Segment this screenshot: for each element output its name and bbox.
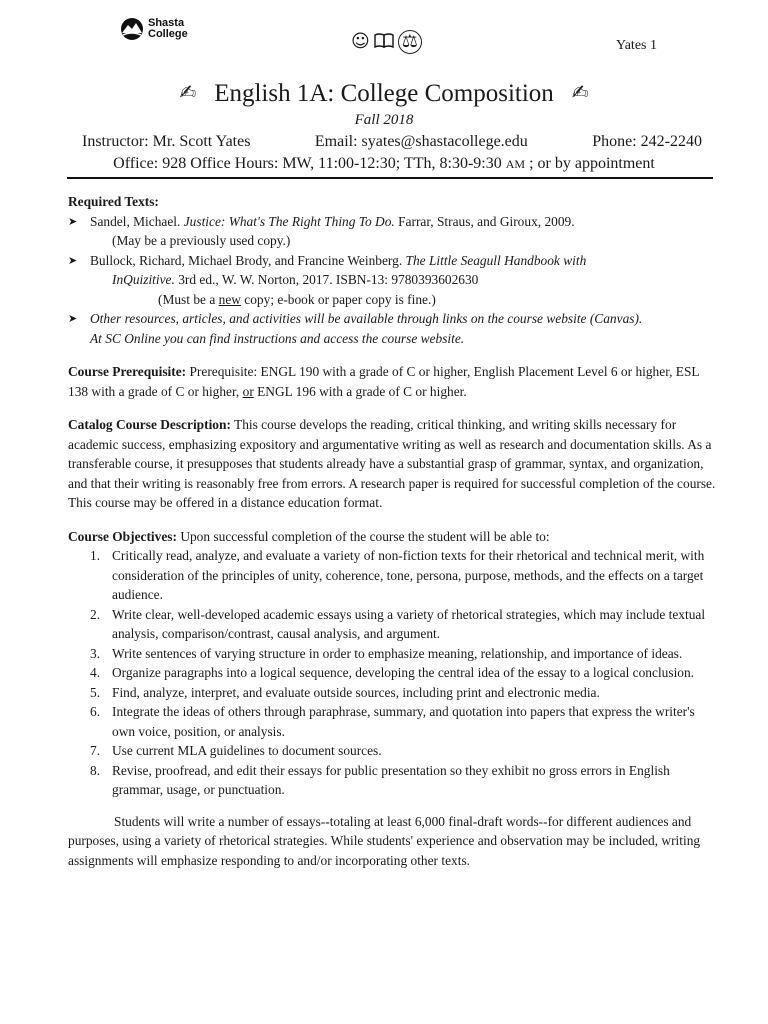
header-divider <box>67 177 713 179</box>
bullet-arrow-icon: ➤ <box>68 253 78 267</box>
list-item: ➤ Bullock, Richard, Michael Brody, and Francine Weinberg. The Little Seagull Handbook with <box>68 251 718 271</box>
list-item: 7. Use current MLA guidelines to document sources. <box>90 743 382 758</box>
book-icon <box>374 32 394 53</box>
list-item: 1. Critically read, analyze, and evaluate a variety of non-fiction texts for their rhetorical and technical merit, with consideration of the principles of unity, coherence, tone, persona, purpose, methods, and the effects on a target audience. <box>90 548 705 602</box>
header-icons <box>351 30 422 54</box>
mountain-logo-icon <box>120 17 144 41</box>
catalog-paragraph: Catalog Course Description: This course develops the reading, critical thinking, and writing skills necessary for academic success, emphasizing expository and argumentative writing as well as research and documentation skills. As a transferable course, it presupposes that students already have a substantial grasp of grammar, syntax, and organization, and that their writing is reasonably free from errors. A research paper is required for successful completion of the course. This course may be offered in a distance education format. <box>68 417 716 510</box>
term: Fall 2018 <box>354 112 414 128</box>
list-item: ➤ Other resources, articles, and activities will be available through links on the course website (Canvas). <box>68 309 718 329</box>
instructor-contact-line <box>82 133 702 151</box>
closing-paragraph: Students will write a number of essays--totaling at least 6,000 final-draft words--for different audiences and purposes, using a variety of rhetorical strategies. While students' experience and observation may be included, writing assignments will emphasize responding to and/or incorporating other texts. <box>68 813 701 868</box>
catalog-heading: Catalog Course Description: <box>68 417 231 432</box>
am-label: AM <box>505 157 526 171</box>
office-hours-line: Office: 928 Office Hours: MW, 11:00-12:30; TTh, 8:30-9:30 AM ; or by appointment <box>113 155 655 172</box>
smiley-icon: ☺ <box>351 31 370 52</box>
logo-line-2: College <box>148 28 188 40</box>
course-title: English 1A: College Composition <box>214 80 554 107</box>
objectives-intro: Course Objectives: Upon successful completion of the course the student will be able to: <box>68 528 550 544</box>
logo-line-1: Shasta <box>148 17 185 29</box>
syllabus-body: Required Texts: ➤ Sandel, Michael. Justice: What's The Right Thing To Do. Farrar, Straus, and Giroux, 2009. (May be a previously used copy.) ➤ Bullock, Richard, Michael Brody, and Francine Weinberg. The Little Seagull Handbook with InQuizitive. 3rd ed., W. W. Norton, 2017. ISBN-13: 9780393602630 (Must be a new copy; e-book or paper copy is fine.) ➤ Other resources, articles, and activities will be available through links on the course website (Canvas). At SC Online you can find instructions and access the course website. Course Prerequisite: Prerequisite: ENGL 190 with a grade of C or higher, English Placement Level 6 or higher, ESL 138 with a grade of C or higher, or ENGL 196 with a grade of C or higher. Catalog Course Description: This course develops the reading, critical thinking, and writing skills necessary for academic success, emphasizing expository and argumentative writing as well as research and documentation skills. As a transferable course, it presupposes that students already have a substantial grasp of grammar, syntax, and organization, and that their writing is reasonably free from errors. A research paper is required for successful completion of the course. This course may be offered in a distance education format. Course Objectives: Upon successful completion of the course the student will be able to: 1. Critically read, analyze, and evaluate a variety of non-fiction texts for their rhetorical and technical merit, with consideration of the principles of unity, coherence, tone, persona, purpose, methods, and the effects on a target audience. 2. Write clear, well-developed academic essays using a variety of rhetorical strategies, which may include textual analysis, comparison/contrast, causal analysis, and argument. 3. Write sentences of varying structure in order to emphasize meaning, relationship, and importance of ideas. 4. Organize paragraphs into a logical sequence, developing the central idea of the essay to a logical conclusion. 5. Find, analyze, interpret, and evaluate outside sources, including print and electronic media. 6. Integrate the ideas of others through paraphrase, summary, and quotation into papers that express the writer's own voice, position, or analysis. 7. Use current MLA guidelines to document sources. 8. Revise, proofread, and edit their essays for public presentation so they exhibit no gross errors in English grammar, usage, or punctuation. Students will write a number of essays--totaling at least 6,000 final-draft words--for different audiences and purposes, using a variety of rhetorical strategies. While students' experience and observation may be included, writing assignments will emphasize responding to and/or incorporating other texts. <box>68 192 718 870</box>
list-item: ➤ Sandel, Michael. Justice: What's The Right Thing To Do. Farrar, Straus, and Giroux, 2009. <box>68 212 718 232</box>
item-note: (Must be a new copy; e-book or paper copy is fine.) <box>158 291 436 307</box>
list-item: 2. Write clear, well-developed academic essays using a variety of rhetorical strategies, which may include textual analysis, comparison/contrast, causal analysis, and argument. <box>90 606 706 641</box>
prerequisite-paragraph: Course Prerequisite: Prerequisite: ENGL 190 with a grade of C or higher, English Placement Level 6 or higher, ESL 138 with a grade of C or higher, or ENGL 196 with a grade of C or higher. <box>68 364 700 399</box>
bullet-arrow-icon: ➤ <box>68 214 78 228</box>
list-item: 5. Find, analyze, interpret, and evaluate outside sources, including print and electronic media. <box>90 684 600 700</box>
book-title: Justice: What's The Right Thing To Do. <box>183 213 395 229</box>
instructor: Instructor: Mr. Scott Yates <box>82 133 251 150</box>
book-title: The Little Seagull Handbook with <box>405 252 587 268</box>
list-item: 4. Organize paragraphs into a logical sequence, developing the central idea of the essay to a logical conclusion. <box>90 665 695 680</box>
list-item: 8. Revise, proofread, and edit their essays for public presentation so they exhibit no gross errors in English grammar, usage, or punctuation. <box>90 762 670 797</box>
objectives-heading: Course Objectives: <box>68 528 177 544</box>
email: Email: syates@shastacollege.edu <box>314 133 528 150</box>
prerequisite-heading: Course Prerequisite: <box>68 364 187 379</box>
list-item: 6. Integrate the ideas of others through paraphrase, summary, and quotation into papers that express the writer's own voice, position, or analysis. <box>90 704 695 739</box>
page-label: Yates 1 <box>616 38 657 53</box>
required-texts-heading: Required Texts: <box>68 194 159 209</box>
course-title-row <box>0 80 768 108</box>
objectives-list <box>68 546 718 800</box>
list-item: 3. Write sentences of varying structure in order to emphasize meaning, relationship, and importance of ideas. <box>90 645 683 661</box>
quill-right-icon: ✍ <box>571 80 589 104</box>
scales-icon: ⚖ <box>398 30 422 54</box>
phone: Phone: 242-2240 <box>592 133 702 150</box>
item-note: (May be a previously used copy.) <box>112 233 291 248</box>
shasta-college-logo <box>120 17 188 41</box>
bullet-arrow-icon: ➤ <box>68 312 78 325</box>
quill-left-icon: ✍ <box>179 80 197 104</box>
